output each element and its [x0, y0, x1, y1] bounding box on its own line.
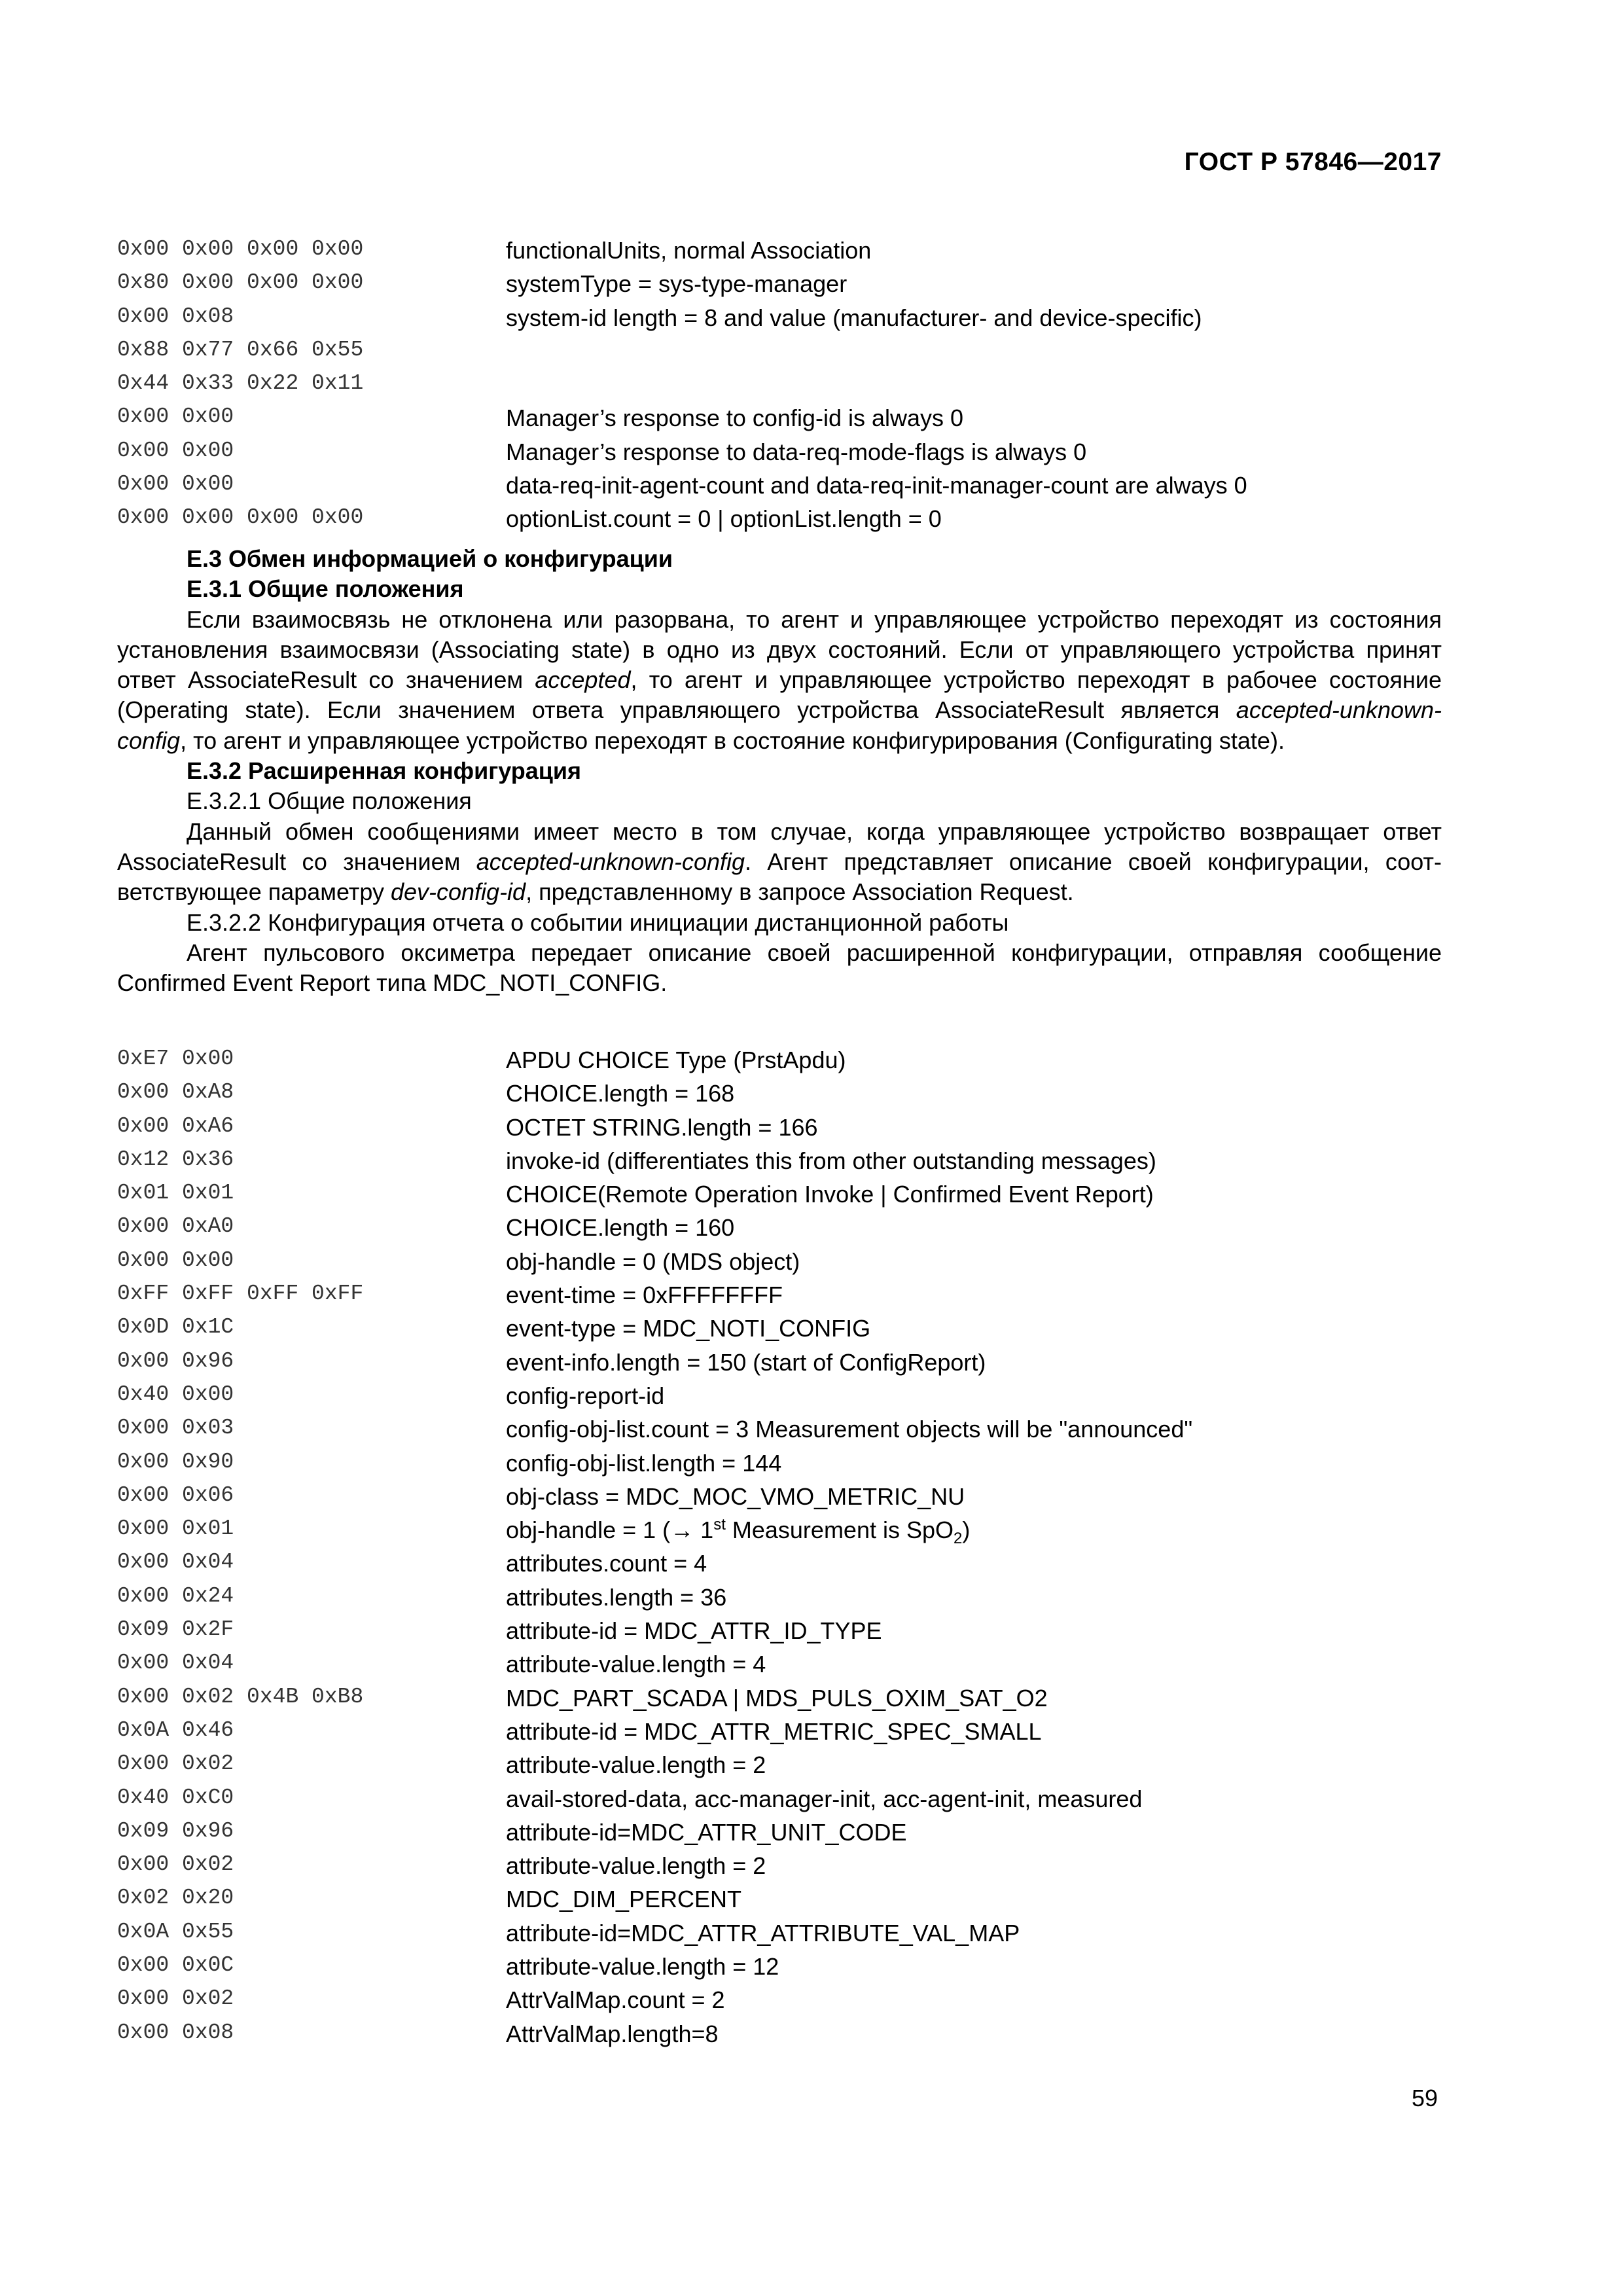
table-row — [117, 1143, 1442, 1176]
hex-bytes: 0x02 0x20 — [117, 1886, 234, 1910]
table-row — [117, 1378, 1442, 1411]
paragraph-line — [117, 665, 1442, 695]
emphasis-text: config — [117, 726, 181, 754]
hex-bytes: 0x00 0x08 — [117, 2020, 234, 2045]
section-heading: Е.3 Обмен информацией о конфигурации — [187, 545, 673, 572]
field-description: attribute-id=MDC_ATTR_ATTRIBUTE_VAL_MAP — [506, 1919, 1020, 1946]
field-description: avail-stored-data, acc-manager-init, acc-agent-init, measured — [506, 1785, 1143, 1812]
field-description: MDC_DIM_PERCENT — [506, 1886, 742, 1913]
table-row — [117, 1176, 1442, 1210]
field-description: attributes.count = 4 — [506, 1550, 707, 1577]
table-row — [117, 1613, 1442, 1646]
paragraph-line: установления взаимосвязи (Associating state) в одно из двух состояний. Если от управляющего устройства принят — [117, 636, 1442, 663]
hex-bytes: 0x40 0x00 — [117, 1382, 234, 1407]
field-description: config-obj-list.length = 144 — [506, 1449, 782, 1477]
hex-bytes: 0x00 0x02 0x4B 0xB8 — [117, 1684, 364, 1709]
section-e3 — [117, 544, 1442, 998]
field-description: MDC_PART_SCADA | MDS_PULS_OXIM_SAT_O2 — [506, 1684, 1048, 1712]
table-row — [117, 232, 1442, 266]
table-row — [117, 1982, 1442, 2015]
text-run: (Operating state). Если значением ответа управляющего устройства AssociateResult является — [117, 696, 1236, 724]
hex-bytes: 0x00 0x00 — [117, 1247, 234, 1272]
table-row — [117, 1512, 1442, 1548]
paragraph-line — [117, 726, 1442, 756]
table-row — [117, 1344, 1442, 1378]
paragraph — [117, 605, 1442, 756]
field-description: event-time = 0xFFFFFFFF — [506, 1282, 783, 1309]
hex-bytes: 0x00 0x02 — [117, 1751, 234, 1776]
table-row — [117, 1915, 1442, 1948]
hex-bytes: 0x00 0x00 0x00 0x00 — [117, 237, 364, 261]
table-row — [117, 367, 1442, 400]
field-description: attributes.length = 36 — [506, 1583, 727, 1611]
text-run: , то агент и управляющее устройство переходят в рабочее состояние — [630, 666, 1442, 694]
field-description: optionList.count = 0 | optionList.length = 0 — [506, 505, 942, 533]
hex-bytes: 0x01 0x01 — [117, 1181, 234, 1206]
hex-bytes: 0x40 0xC0 — [117, 1785, 234, 1810]
field-description: invoke-id (differentiates this from other outstanding messages) — [506, 1147, 1156, 1174]
description-part: 2 — [954, 1530, 963, 1548]
field-description: APDU CHOICE Type (PrstApdu) — [506, 1047, 846, 1073]
hex-bytes: 0x09 0x96 — [117, 1818, 234, 1843]
text-run: , представленному в запросе Association Request. — [526, 878, 1074, 906]
field-description: obj-handle = 0 (MDS object) — [506, 1247, 800, 1275]
hex-bytes: 0x12 0x36 — [117, 1147, 234, 1172]
hex-bytes: 0x00 0xA6 — [117, 1113, 234, 1138]
field-description — [506, 1513, 970, 1547]
table-row — [117, 1948, 1442, 1982]
hex-bytes: 0x00 0x00 — [117, 438, 234, 463]
table-row — [117, 1042, 1442, 1075]
hex-bytes: 0x00 0x24 — [117, 1583, 234, 1608]
text-run: ветствующее параметру — [117, 878, 391, 906]
hex-bytes: 0x00 0x04 — [117, 1550, 234, 1575]
text-run: . Агент представляет описание своей конфигурации, соот- — [745, 848, 1442, 875]
hex-bytes: 0x00 0x00 — [117, 472, 234, 497]
paragraph — [117, 817, 1442, 908]
field-description: CHOICE(Remote Operation Invoke | Confirmed Event Report) — [506, 1181, 1154, 1208]
paragraph-line — [117, 877, 1442, 907]
hex-bytes: 0x00 0x08 — [117, 304, 234, 329]
field-description: config-obj-list.count = 3 Measurement objects will be "announced" — [506, 1416, 1193, 1443]
table-row — [117, 1713, 1442, 1747]
hex-bytes: 0x00 0x01 — [117, 1516, 234, 1541]
page-number: 59 — [1411, 2085, 1438, 2111]
field-description: attribute-id=MDC_ATTR_UNIT_CODE — [506, 1818, 907, 1846]
paragraph-line: Confirmed Event Report типа MDC_NOTI_CONFIG. — [117, 969, 668, 997]
hex-bytes: 0x44 0x33 0x22 0x11 — [117, 371, 364, 396]
field-description: CHOICE.length = 168 — [506, 1080, 735, 1107]
hex-table-top — [117, 232, 1442, 535]
hex-bytes: 0x00 0x0C — [117, 1953, 234, 1978]
text-run: ответ AssociateResult со значением — [117, 666, 535, 694]
hex-bytes: 0x00 0xA8 — [117, 1080, 234, 1105]
subsection-heading: Е.3.1 Общие положения — [187, 575, 464, 603]
table-row — [117, 1210, 1442, 1243]
field-description: attribute-value.length = 4 — [506, 1651, 766, 1678]
table-row — [117, 1479, 1442, 1512]
table-row — [117, 434, 1442, 467]
emphasis-text: dev-config-id — [390, 878, 526, 906]
field-description: system-id length = 8 and value (manufacturer- and device-specific) — [506, 304, 1202, 331]
hex-bytes: 0x00 0xA0 — [117, 1214, 234, 1239]
table-row — [117, 2016, 1442, 2049]
hex-bytes: 0x00 0x96 — [117, 1348, 234, 1373]
hex-bytes: 0x00 0x00 0x00 0x00 — [117, 505, 364, 530]
table-row — [117, 1747, 1442, 1780]
field-description: attribute-value.length = 2 — [506, 1751, 766, 1779]
table-row — [117, 1646, 1442, 1679]
field-description: AttrValMap.count = 2 — [506, 1986, 725, 2014]
field-description: functionalUnits, normal Association — [506, 237, 872, 264]
field-description: event-type = MDC_NOTI_CONFIG — [506, 1315, 871, 1342]
subsection-heading: Е.3.2 Расширенная конфигурация — [187, 757, 582, 785]
field-description: data-req-init-agent-count and data-req-init-manager-count are always 0 — [506, 472, 1247, 499]
hex-bytes: 0x00 0x02 — [117, 1986, 234, 2011]
hex-bytes: 0x0A 0x46 — [117, 1717, 234, 1742]
description-part: st — [713, 1516, 726, 1534]
hex-bytes: 0x00 0x00 — [117, 404, 234, 429]
table-row — [117, 266, 1442, 299]
field-description: AttrValMap.length=8 — [506, 2020, 719, 2047]
hex-bytes: 0x88 0x77 0x66 0x55 — [117, 337, 364, 362]
table-row — [117, 1109, 1442, 1143]
table-row — [117, 1814, 1442, 1848]
table-row — [117, 333, 1442, 367]
paragraph — [117, 938, 1442, 999]
table-row — [117, 467, 1442, 501]
paragraph-line — [117, 695, 1442, 725]
field-description: systemType = sys-type-manager — [506, 270, 847, 298]
hex-bytes: 0xFF 0xFF 0xFF 0xFF — [117, 1282, 364, 1306]
text-run: AssociateResult со значением — [117, 848, 476, 875]
hex-bytes: 0x09 0x2F — [117, 1617, 234, 1642]
table-row — [117, 1075, 1442, 1109]
paragraph-line: Агент пульсового оксиметра передает описание своей расширенной конфигурации, отправляя сообщение — [187, 939, 1442, 966]
table-row — [117, 1545, 1442, 1579]
paragraph-line: Данный обмен сообщениями имеет место в том случае, когда управляющее устройство возвращает ответ — [187, 817, 1442, 845]
field-description: attribute-id = MDC_ATTR_ID_TYPE — [506, 1617, 882, 1645]
emphasis-text: accepted-unknown- — [1236, 696, 1442, 724]
description-part: ) — [962, 1516, 971, 1544]
table-row — [117, 1244, 1442, 1277]
field-description: CHOICE.length = 160 — [506, 1214, 735, 1242]
field-description: config-report-id — [506, 1382, 665, 1409]
hex-bytes: 0x00 0x06 — [117, 1482, 234, 1507]
description-part: Measurement is SpO — [725, 1516, 954, 1544]
table-row — [117, 300, 1442, 333]
table-row — [117, 1680, 1442, 1713]
standard-id-header: ГОСТ Р 57846—2017 — [1184, 148, 1442, 176]
hex-bytes: 0x0D 0x1C — [117, 1315, 234, 1340]
hex-bytes: 0x00 0x90 — [117, 1449, 234, 1474]
hex-bytes: 0x80 0x00 0x00 0x00 — [117, 270, 364, 295]
field-description: attribute-value.length = 2 — [506, 1852, 766, 1880]
hex-table-bottom — [117, 1042, 1442, 2049]
table-row — [117, 1848, 1442, 1881]
emphasis-text: accepted-unknown-config — [476, 848, 745, 875]
hex-bytes: 0x00 0x04 — [117, 1651, 234, 1676]
hex-bytes: 0x0A 0x55 — [117, 1919, 234, 1944]
field-description: attribute-id = MDC_ATTR_METRIC_SPEC_SMALL — [506, 1717, 1042, 1745]
table-row — [117, 400, 1442, 433]
hex-bytes: 0x00 0x02 — [117, 1852, 234, 1877]
emphasis-text: accepted — [535, 666, 631, 694]
paragraph-line — [117, 847, 1442, 877]
table-row — [117, 1411, 1442, 1444]
hex-bytes: 0x00 0x03 — [117, 1416, 234, 1441]
hex-bytes: 0xE7 0x00 — [117, 1047, 234, 1071]
paragraph-line: Если взаимосвязь не отклонена или разорвана, то агент и управляющее устройство переходят из состояния — [187, 605, 1442, 633]
subsubsection-heading: Е.3.2.2 Конфигурация отчета о событии инициации дистанционной работы — [187, 908, 1009, 936]
table-row — [117, 1781, 1442, 1814]
text-run: , то агент и управляющее устройство переходят в состояние конфигурирования (Configurating state). — [180, 726, 1285, 754]
field-description: attribute-value.length = 12 — [506, 1953, 779, 1981]
field-description: Manager’s response to config-id is always 0 — [506, 404, 964, 432]
field-description: Manager’s response to data-req-mode-flags is always 0 — [506, 438, 1087, 465]
table-row — [117, 501, 1442, 534]
field-description: obj-class = MDC_MOC_VMO_METRIC_NU — [506, 1482, 965, 1510]
table-row — [117, 1881, 1442, 1914]
field-description: event-info.length = 150 (start of ConfigReport) — [506, 1348, 986, 1376]
description-part: obj-handle = 1 (→ 1 — [506, 1516, 714, 1544]
table-row — [117, 1445, 1442, 1479]
table-row — [117, 1579, 1442, 1613]
field-description: OCTET STRING.length = 166 — [506, 1113, 818, 1141]
table-row — [117, 1310, 1442, 1344]
subsubsection-heading: Е.3.2.1 Общие положения — [187, 787, 472, 815]
table-row — [117, 1277, 1442, 1310]
